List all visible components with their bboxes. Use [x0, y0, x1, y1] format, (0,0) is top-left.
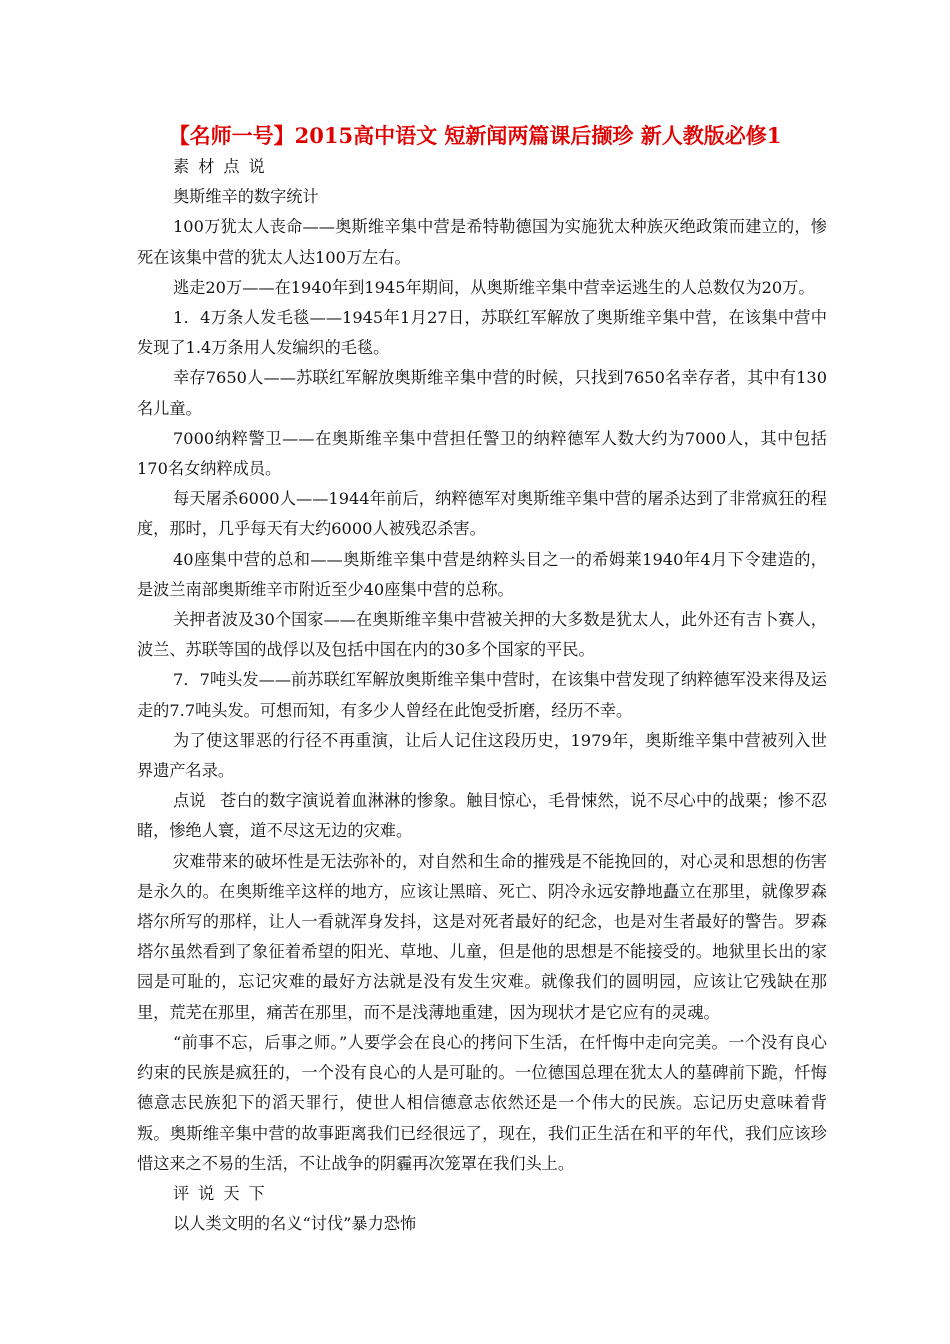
stat-paragraph: 每天屠杀6000人——1944年前后，纳粹德军对奥斯维辛集中营的屠杀达到了非常疯狂的程度，那时，几乎每天有大约6000人被残忍杀害。 [137, 489, 827, 539]
history-paragraph: “前事不忘，后事之师。”人要学会在良心的拷问下生活，在忏悔中走向完美。一个没有良心约束的民族是疯狂的，一个没有良心的人是可耻的。一位德国总理在犹太人的墓碑前下跪，忏悔德意志民族犯下的滔天罪行，使世人相信德意志依然还是一个伟大的民族。忘记历史意味着背叛。奥斯维辛集中营的故事距离我们已经很远了，现在，我们正生活在和平的年代，我们应该珍惜这来之不易的生活，不让战争的阴霾再次笼罩在我们头上。 [137, 1032, 827, 1173]
stat-paragraph: 40座集中营的总和——奥斯维辛集中营是纳粹头目之一的希姆莱1940年4月下令建造的，是波兰南部奥斯维辛市附近至少40座集中营的总称。 [137, 549, 827, 599]
section-label-commentary: 评说天下 [173, 1183, 274, 1203]
comment-paragraph [137, 786, 827, 846]
document-body [137, 152, 827, 1239]
section-subtitle-statistics: 奥斯维辛的数字统计 [173, 187, 319, 207]
stat-paragraph: 为了使这罪恶的行径不再重演，让后人记住这段历史，1979年，奥斯维辛集中营被列入世界遗产名录。 [137, 730, 827, 781]
disaster-paragraph: 灾难带来的破坏性是无法弥补的，对自然和生命的摧残是不能挽回的，对心灵和思想的伤害是永久的。在奥斯维辛这样的地方，应该让黑暗、死亡、阴冷永远安静地矗立在那里，就像罗森塔尔所写的那样，让人一看就浑身发抖，这是对死者最好的纪念，也是对生者最好的警告。罗森塔尔虽然看到了象征着希望的阳光、草地、儿童，但是他的思想是不能接受的。地狱里长出的家园是可耻的，忘记灾难的最好方法就是没有发生灾难。就像我们的圆明园，应该让它残缺在那里，荒芜在那里，痛苦在那里，而不是浅薄地重建，因为现状才是它应有的灵魂。 [137, 851, 827, 1022]
stat-paragraph: 幸存7650人——苏联红军解放奥斯维辛集中营的时候，只找到7650名幸存者，其中有130名儿童。 [137, 368, 827, 418]
comment-label: 点说 [173, 791, 206, 811]
stat-paragraph: 关押者波及30个国家——在奥斯维辛集中营被关押的大多数是犹太人，此外还有吉卜赛人，波兰、苏联等国的战俘以及包括中国在内的30多个国家的平民。 [137, 610, 827, 660]
section-subtitle-commentary: 以人类文明的名义“讨伐”暴力恐怖 [173, 1214, 417, 1234]
section-label-material: 素材点说 [173, 157, 274, 176]
comment-text: 苍白的数字演说着血淋淋的惨象。触目惊心，毛骨悚然，说不尽心中的战栗；惨不忍睹，惨绝人寰，道不尽这无边的灾难。 [137, 791, 828, 841]
document-title: 【名师一号】2015高中语文 短新闻两篇课后撷珍 新人教版必修1 [168, 123, 782, 148]
stat-paragraph: 7000纳粹警卫——在奥斯维辛集中营担任警卫的纳粹德军人数大约为7000人，其中包括170名女纳粹成员。 [137, 428, 827, 479]
stat-paragraph: 1．4万条人发毛毯——1945年1月27日，苏联红军解放了奥斯维辛集中营，在该集中营中发现了1.4万条用人发编织的毛毯。 [137, 308, 827, 358]
stat-paragraph: 逃走20万——在1940年到1945年期间，从奥斯维辛集中营幸运逃生的人总数仅为20万。 [173, 277, 815, 297]
stat-paragraph: 7．7吨头发——前苏联红军解放奥斯维辛集中营时，在该集中营发现了纳粹德军没来得及运走的7.7吨头发。可想而知，有多少人曾经在此饱受折磨，经历不幸。 [137, 670, 827, 720]
stat-paragraph: 100万犹太人丧命——奥斯维辛集中营是希特勒德国为实施犹太种族灭绝政策而建立的，惨死在该集中营的犹太人达100万左右。 [137, 217, 827, 267]
